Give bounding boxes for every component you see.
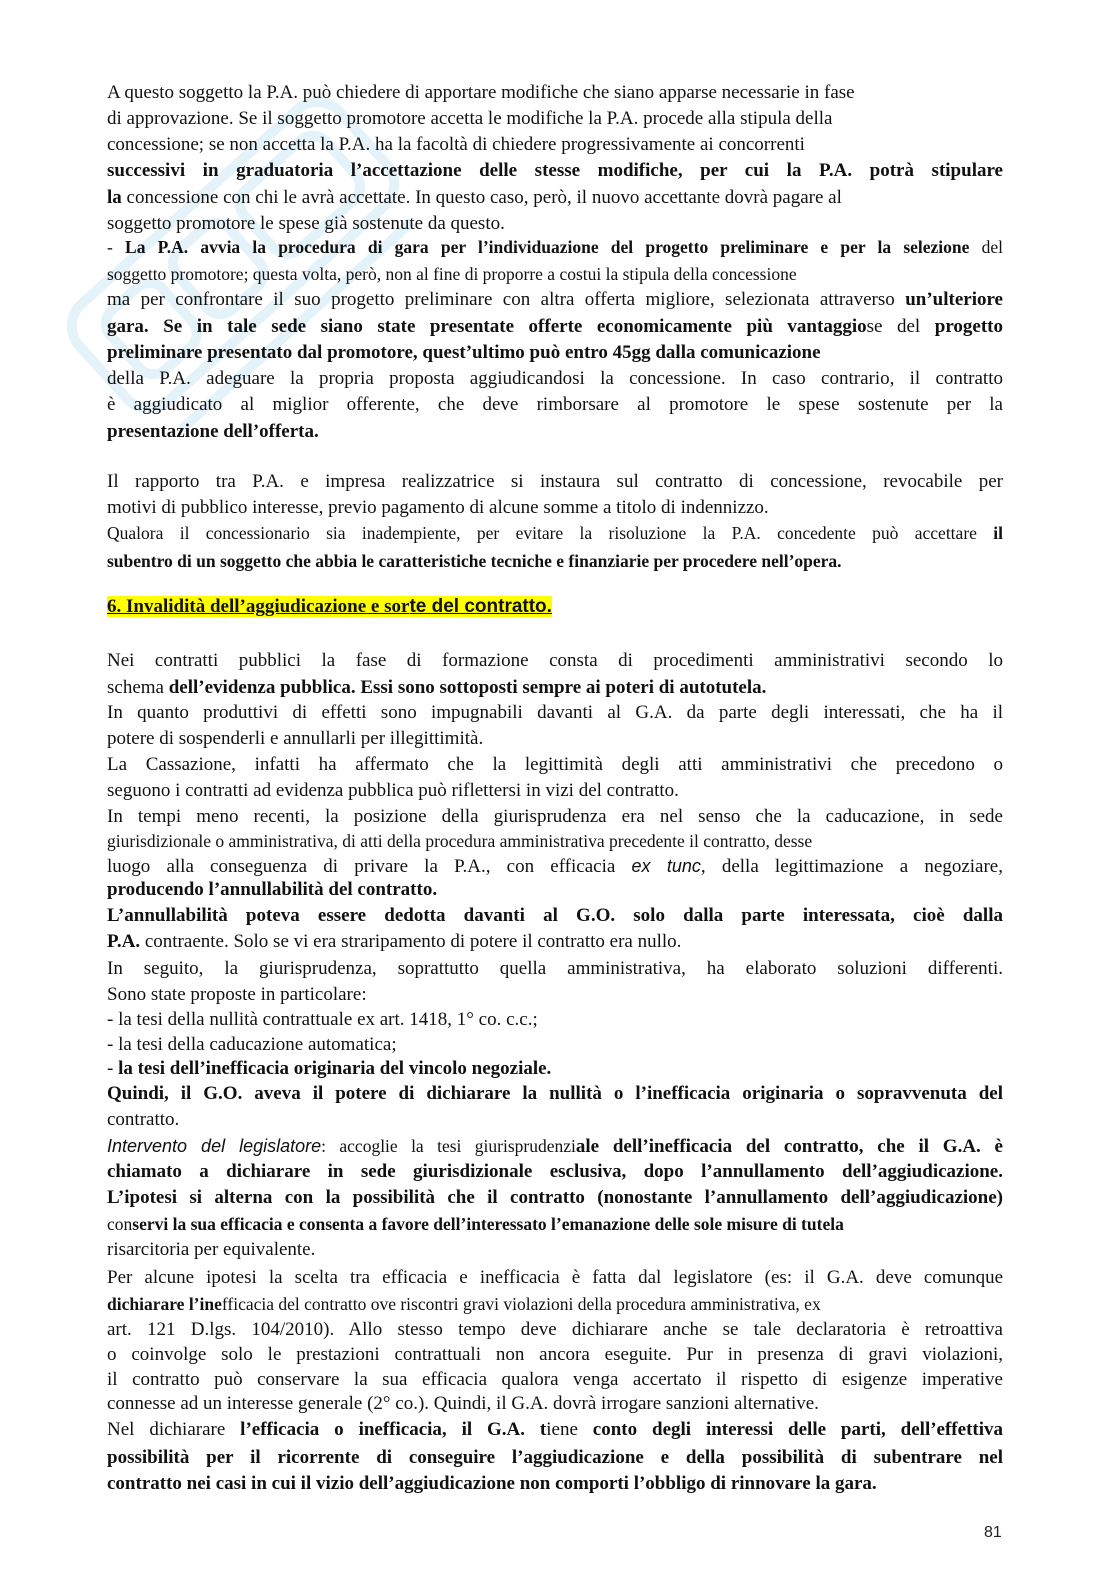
text-run: della P.A. adeguare la propria proposta aggiudicandosi la concessione. In caso contrario, il contratto <box>107 368 1003 389</box>
text-run: motivi di pubblico interesse, previo pagamento di alcune somme a titolo di indennizzo. <box>107 497 769 518</box>
text-line <box>107 1211 1003 1237</box>
text-run: schema <box>107 677 169 698</box>
text-line <box>107 419 1003 445</box>
text-line <box>107 1107 1003 1133</box>
text-run: , della legittimazione a negoziare, <box>700 856 1003 877</box>
text-line <box>107 648 1003 674</box>
text-line <box>107 1317 1003 1343</box>
text-line <box>107 469 1003 495</box>
text-line <box>107 1367 1003 1393</box>
section-heading <box>107 594 1003 620</box>
text-line <box>107 158 1003 184</box>
text-line <box>107 234 1003 260</box>
text-line <box>107 1291 1003 1317</box>
list-item <box>107 1007 1003 1033</box>
text-run: servi la sua efficacia e consenta a favore dell’interessato l’emanazione delle sole misure di tutela <box>132 1214 844 1234</box>
text-line <box>107 1391 1003 1417</box>
text-run: di approvazione. Se il soggetto promotore accetta le modifiche la P.A. procede alla stipula della <box>107 108 833 129</box>
text-line <box>107 804 1003 830</box>
text-run: dichiarare l’ine <box>107 1294 222 1314</box>
text-run: contratto. <box>107 1109 180 1130</box>
text-run: subentro di un soggetto che abbia le caratteristiche tecniche e finanziarie per procedere nell’opera. <box>107 551 842 571</box>
text-run: progetto <box>934 316 1003 337</box>
text-run: art. 121 D.lgs. 104/2010). Allo stesso tempo deve dichiarare anche se tale declaratoria è retroattiva <box>107 1319 1003 1340</box>
text-run: preliminare presentato dal promotore, quest’ultimo può entro 45gg dalla comunicazione <box>107 342 821 363</box>
text-run: - <box>107 237 126 257</box>
text-line <box>107 982 1003 1008</box>
text-line <box>107 778 1003 804</box>
text-run: L’ipotesi si alterna con la possibilità che il contratto (nonostante l’annullamento dell’aggiudicazione) <box>107 1187 1003 1208</box>
list-item <box>107 1056 1003 1082</box>
text-line <box>107 261 1003 287</box>
text-run: fficacia del contratto ove riscontri gravi violazioni della procedura amministrativa, ex <box>221 1294 821 1314</box>
text-line <box>107 366 1003 392</box>
text-run: In quanto produttivi di effetti sono impugnabili davanti al G.A. da parte degli interessati, che ha il <box>107 702 1003 723</box>
text-run: seguono i contratti ad evidenza pubblica può riflettersi in vizi del contratto. <box>107 780 679 801</box>
text-run: Sono state proposte in particolare: <box>107 984 367 1005</box>
text-run: concessione; se non accetta la P.A. ha la facoltà di chiedere progressivamente ai concorrenti <box>107 134 805 155</box>
text-line <box>107 752 1003 778</box>
text-run: Il rapporto tra P.A. e impresa realizzatrice si instaura sul contratto di concessione, revocabile per <box>107 471 1003 492</box>
text-line <box>107 340 1003 366</box>
text-run: P.A. <box>107 931 141 952</box>
text-line <box>107 828 1003 854</box>
text-run: l’efficacia o inefficacia, il G.A. t <box>240 1419 547 1440</box>
text-run: gara. Se in tale sede siano state presentate offerte economicamente più vantaggio <box>107 316 867 337</box>
text-run: - la tesi della caducazione automatica; <box>107 1034 397 1055</box>
text-run: La Cassazione, infatti ha affermato che la legittimità degli atti amministrativi che precedono o <box>107 754 1003 775</box>
text-line <box>107 929 1003 955</box>
text-run: successivi in graduatoria l’accettazione delle stesse modifiche, per cui la P.A. potrà stipulare <box>107 160 1003 181</box>
text-run: producendo l’annullabilità del contratto. <box>107 879 438 900</box>
text-run: il <box>993 523 1003 543</box>
text-run: connesse ad un interesse generale (2° co.). Quindi, il G.A. dovrà irrogare sanzioni alternative. <box>107 1393 819 1414</box>
text-run: iene <box>546 1419 593 1440</box>
text-run: contraente. Solo se vi era straripamento di potere il contratto era nullo. <box>140 931 682 952</box>
text-line <box>107 1237 1003 1263</box>
text-line <box>107 903 1003 929</box>
text-run: chiamato a dichiarare in sede giurisdizionale esclusiva, dopo l’annullamento dell’aggiudicazione. <box>107 1161 1003 1182</box>
text-run: L’annullabilità poteva essere dedotta davanti al G.O. solo dalla parte interessata, cioè dalla <box>107 905 1003 926</box>
page-number: 81 <box>984 1524 1002 1541</box>
text-run: ex tunc <box>631 856 701 876</box>
text-line <box>107 956 1003 982</box>
text-line <box>107 548 1003 574</box>
text-run: Quindi, il G.O. aveva il potere di dichiarare la nullità o l’inefficacia originaria o sopravvenuta del <box>107 1083 1003 1104</box>
text-run: La P.A. avvia la procedura di gara per l’individuazione del progetto preliminare e per la selezione <box>125 237 970 257</box>
text-line <box>107 1445 1003 1471</box>
text-run: In tempi meno recenti, la posizione della giurisprudenza era nel senso che la caducazione, in sede <box>107 806 1003 827</box>
text-line <box>107 106 1003 132</box>
text-line <box>107 877 1003 903</box>
text-run: giurisdizionale o amministrativa, di atti della procedura amministrativa precedente il contratto, desse <box>107 831 813 851</box>
text-line <box>107 495 1003 521</box>
text-run: contratto nei casi in cui il vizio dell’aggiudicazione non comporti l’obbligo di rinnovare la gara. <box>107 1473 877 1494</box>
text-line <box>107 185 1003 211</box>
text-run: presentazione dell’offerta. <box>107 421 319 442</box>
text-run: risarcitoria per equivalente. <box>107 1239 316 1260</box>
text-line <box>107 1159 1003 1185</box>
text-line <box>107 675 1003 701</box>
text-run: Nei contratti pubblici la fase di formazione consta di procedimenti amministrativi secondo lo <box>107 650 1003 671</box>
heading-part: te del contratto. <box>409 596 552 617</box>
text-run: possibilità per il ricorrente di conseguire l’aggiudicazione e della possibilità di subentrare nel <box>107 1447 1003 1468</box>
text-run: ale dell’inefficacia del contratto, che il G.A. è <box>575 1136 1003 1157</box>
text-line <box>107 392 1003 418</box>
text-run: - <box>107 1058 119 1079</box>
text-run: : accoglie la tesi giurisprudenzi <box>321 1136 576 1156</box>
text-line <box>107 132 1003 158</box>
text-run: la tesi dell’inefficacia originaria del vincolo negoziale. <box>118 1058 552 1079</box>
text-run: un’ulteriore <box>905 289 1003 310</box>
text-line <box>107 1265 1003 1291</box>
text-run: dell’evidenza pubblica. Essi sono sottoposti sempre ai poteri di autotutela. <box>168 677 767 698</box>
text-line <box>107 1471 1003 1497</box>
text-run: Qualora il concessionario sia inadempiente, per evitare la risoluzione la P.A. concedente può accettare <box>107 523 994 543</box>
text-run: o coinvolge solo le prestazioni contrattuali non ancora eseguite. Pur in presenza di gravi violazioni, <box>107 1344 1003 1365</box>
text-line <box>107 700 1003 726</box>
text-run: soggetto promotore le spese già sostenute da questo. <box>107 213 505 234</box>
heading-part: 6. Invalidità dell’aggiudicazione e sor <box>107 596 410 617</box>
text-run: conto degli interessi delle parti, dell’effettiva <box>592 1419 1003 1440</box>
text-line <box>107 287 1003 313</box>
text-line <box>107 80 1003 106</box>
text-run: A questo soggetto la P.A. può chiedere di apportare modifiche che siano apparse necessarie in fase <box>107 82 855 103</box>
text-run: soggetto promotore; questa volta, però, non al fine di proporre a costui la stipula della concessione <box>107 264 797 284</box>
list-item <box>107 1032 1003 1058</box>
text-line <box>107 1081 1003 1107</box>
text-run: - la tesi della nullità contrattuale ex art. 1418, 1° co. c.c.; <box>107 1009 538 1030</box>
text-run: se del <box>866 316 935 337</box>
text-line <box>107 1185 1003 1211</box>
text-run: In seguito, la giurisprudenza, soprattutto quella amministrativa, ha elaborato soluzioni differenti. <box>107 958 1003 979</box>
text-run: ma per confrontare il suo progetto preliminare con altra offerta migliore, selezionata attraverso <box>107 289 906 310</box>
text-run: concessione con chi le avrà accettate. In questo caso, però, il nuovo accettante dovrà pagare al <box>121 187 842 208</box>
text-run: è aggiudicato al miglior offerente, che deve rimborsare al promotore le spese sostenute per la <box>107 394 1003 415</box>
text-line <box>107 1342 1003 1368</box>
text-line <box>107 726 1003 752</box>
text-line <box>107 853 1003 879</box>
text-run: potere di sospenderli e annullarli per illegittimità. <box>107 728 484 749</box>
text-run: il contratto può conservare la sua efficacia qualora venga accertato il rispetto di esigenze imperative <box>107 1369 1003 1390</box>
text-line <box>107 1417 1003 1443</box>
text-run: la <box>107 187 122 208</box>
text-line <box>107 520 1003 546</box>
text-line <box>107 1133 1003 1159</box>
text-run: Nel dichiarare <box>107 1419 241 1440</box>
text-run: luogo alla conseguenza di privare la P.A., con efficacia <box>107 856 632 877</box>
text-run: con <box>107 1214 133 1234</box>
text-run: Intervento del legislatore <box>107 1136 322 1156</box>
text-run: del <box>969 237 1003 257</box>
text-line <box>107 314 1003 340</box>
text-run: Per alcune ipotesi la scelta tra efficacia e inefficacia è fatta dal legislatore (es: il G.A. deve comunque <box>107 1267 1003 1288</box>
